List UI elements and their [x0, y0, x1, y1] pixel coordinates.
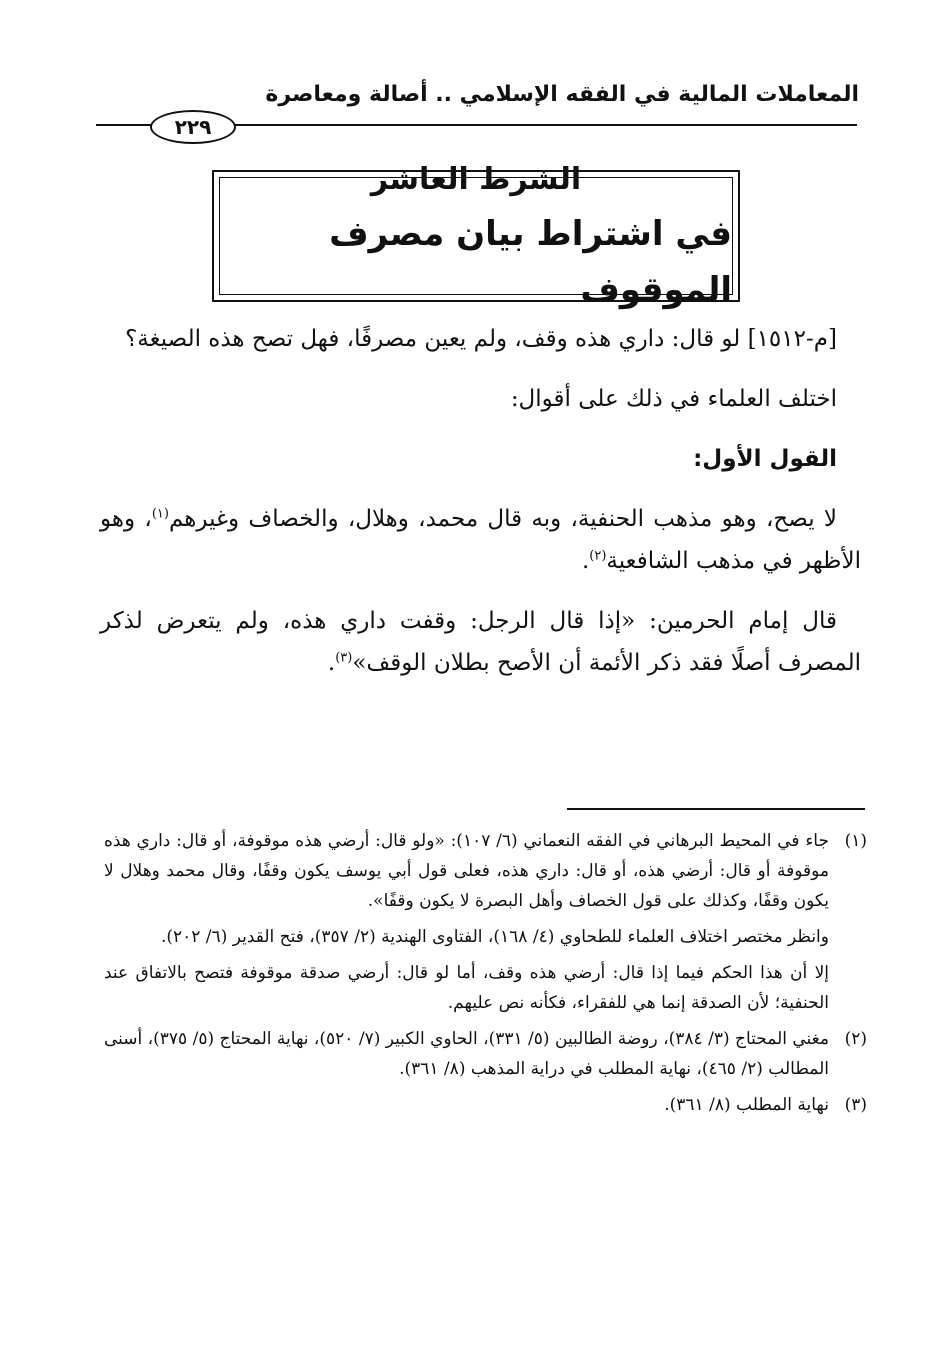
footnote-ref-1[interactable]: (١) — [151, 506, 169, 522]
footnotes — [104, 826, 867, 1126]
chapter-title-line2: في اشتراط بيان مصرف الموقوف — [329, 214, 732, 310]
chapter-title-frame — [212, 162, 740, 310]
paragraph-intro: اختلف العلماء في ذلك على أقوال: — [510, 386, 837, 412]
footnote-text: نهاية المطلب (٨/ ٣٦١). — [664, 1095, 829, 1115]
running-header-title: المعاملات المالية في الفقه الإسلامي .. أصالة ومعاصرة — [265, 82, 859, 107]
footnote-text: مغني المحتاج (٣/ ٣٨٤)، روضة الطالبين (٥/ ٣٣١)، الحاوي الكبير (٧/ ٥٢٠)، نهاية المحتاج (٥/ ٣٧٥)، أسنى المطالب (٢/ ٤٦٥)، نهاية المطلب في دراية المذهب (٨/ ٣٦١). — [104, 1029, 829, 1079]
chapter-title-line1: الشرط العاشر — [370, 162, 582, 197]
chapter-title-inner-frame — [219, 162, 733, 310]
paragraph-text: لا يصح، وهو مذهب الحنفية، وبه قال محمد، وهلال، والخصاف وغيرهم — [168, 506, 837, 532]
footnote-1-continuation: إلا أن هذا الحكم فيما إذا قال: أرضي هذه وقف، أما لو قال: أرضي صدقة موقوفة فتصح بالاتفاق عند الحنفية؛ لأن الصدقة إنما هي للفقراء، فكأنه نص عليهم. — [104, 963, 829, 1013]
footnote-number: (٣) — [844, 1095, 867, 1115]
paragraph-quote — [100, 600, 861, 684]
page-number-badge — [150, 110, 236, 144]
main-text — [100, 318, 861, 702]
paragraph-text: . — [581, 548, 590, 574]
footnote-1 — [104, 826, 867, 916]
footnote-separator — [567, 808, 865, 810]
footnote-ref-2[interactable]: (٢) — [589, 548, 607, 564]
paragraph-first-opinion — [100, 498, 861, 582]
footnote-2 — [104, 1024, 867, 1084]
paragraph-text: ، وهو الأظهر في مذهب الشافعية — [100, 506, 861, 574]
quote-text: قال إمام الحرمين: «إذا قال الرجل: وقفت داري هذه، ولم يتعرض لذكر المصرف أصلًا فقد ذكر الأئمة أن الأصح بطلان الوقف» — [100, 608, 861, 676]
footnote-text: جاء في المحيط البرهاني في الفقه النعماني (٦/ ١٠٧): «ولو قال: أرضي هذه موقوفة، أو قال: داري هذه موقوفة أو قال: أرضي هذه، أو قال: داري هذه، فعلى قول أبي يوسف يكون وقفًا، وقال محمد وهلال لا يكون وقفًا، وكذلك على قول الخصاف وأهل البصرة لا يكون وقفًا». — [104, 831, 829, 911]
footnote-ref-3[interactable]: (٣) — [335, 650, 353, 666]
section-heading-first-opinion: القول الأول: — [693, 446, 837, 472]
footnote-1-continuation: وانظر مختصر اختلاف العلماء للطحاوي (٤/ ١٦٨)، الفتاوى الهندية (٢/ ٣٥٧)، فتح القدير (٦/ ٢٠٢). — [160, 927, 829, 947]
footnote-number: (١) — [844, 831, 867, 851]
page-number: ٢٢٩ — [174, 115, 212, 139]
paragraph-text: . — [327, 650, 336, 676]
paragraph-question: [م-١٥١٢] لو قال: داري هذه وقف، ولم يعين مصرفًا، فهل تصح هذه الصيغة؟ — [125, 326, 837, 352]
footnote-3 — [104, 1090, 867, 1120]
footnote-number: (٢) — [844, 1029, 867, 1049]
